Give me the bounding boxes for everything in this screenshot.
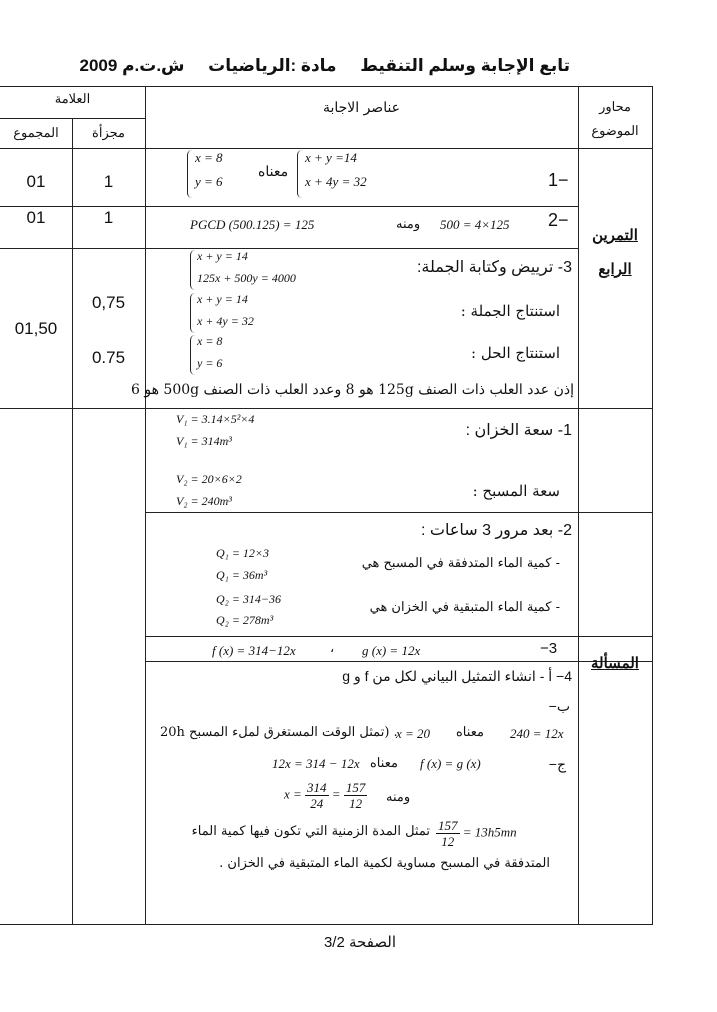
- p4-b-x: x = 20: [396, 726, 431, 741]
- mark-q1-total: 01: [26, 172, 46, 191]
- q2-equation: 500 = 4×125: [440, 217, 510, 232]
- q1-system-line1: x + y =14: [305, 150, 357, 165]
- p4-c-text2: المتدفقة في المسبح مساوية لكمية الماء المتبقية في الخزان .: [219, 856, 550, 871]
- p2-rest-label: - كمية الماء المتبقية في الخزان هي: [369, 600, 560, 615]
- p4-c-equation2: 12x = 314 − 12x: [272, 756, 360, 771]
- q3-conclusion: إذن عدد العلب ذات الصنف 125g هو 8 وعدد العلب ذات الصنف 500g هو 6: [130, 382, 574, 398]
- fraction-157-12: $\frac{157}{12}$: [345, 780, 366, 811]
- page-number: الصفحة 3/2: [323, 934, 397, 951]
- q1-solution-x: x = 8: [195, 150, 223, 165]
- partial-header: مجزأة: [92, 126, 125, 141]
- q3-system1-line1: x + y = 14: [197, 249, 248, 263]
- answer-elements-header: عناصر الاجابة: [322, 100, 401, 116]
- q2-and: ومنه: [396, 217, 421, 232]
- q3-deduce-system: استنتاج الجملة :: [460, 302, 560, 320]
- header-exam: ش.ت.م 2009: [79, 56, 185, 75]
- q2-pgcd: PGCD (500.125) = 125: [190, 217, 315, 232]
- p4-c-text1: تمثل المدة الزمنية التي تكون فيها كمية الماء: [191, 824, 430, 839]
- q3-system1-line2: 125x + 500y = 4000: [197, 271, 296, 285]
- p3-separator: ،: [330, 641, 335, 656]
- q3-system2-line1: x + y = 14: [197, 292, 248, 306]
- exercise-label-line2: الرابع: [598, 260, 632, 278]
- p1-pool-volume: V₂ = 240m³: [176, 494, 232, 508]
- q1-number: 1−: [548, 170, 569, 190]
- p1-tank-volume-calc: V₁ = 3.14×5²×4: [176, 412, 255, 426]
- fraction-314-24: $\frac{314}{24}$: [307, 780, 327, 811]
- q3-label: 3- ترييض وكتابة الجملة:: [416, 259, 572, 276]
- q3-system2-line2: x + 4y = 32: [197, 314, 254, 328]
- p3-g-function: g (x) = 12x: [362, 643, 421, 658]
- p4-c-result: $\frac{157}{12}$ = 13h5mn: [438, 818, 517, 849]
- mark-q3-partial-b: 0.75: [91, 348, 126, 367]
- exercise-label-line1: التمرين: [592, 226, 638, 244]
- p2-label: 2- بعد مرور 3 ساعات :: [420, 522, 572, 539]
- p1-pool-label: سعة المسبح :: [472, 482, 560, 500]
- p4-b-equation: 240 = 12x: [510, 726, 564, 741]
- header-title: تابع الإجابة وسلم التنقيط: [360, 56, 570, 75]
- axes-header: محاور الموضوع: [591, 100, 639, 139]
- p3-f-function: f (x) = 314−12x: [212, 643, 296, 658]
- q1-meaning: معناه: [258, 164, 289, 180]
- q2-number: 2−: [548, 210, 569, 230]
- p4-a-label: 4− أ - انشاء التمثيل البياني لكل من f و g: [342, 668, 572, 684]
- p4-c-equation: f (x) = g (x): [420, 756, 481, 771]
- fraction-157-12-result: $\frac{157}{12}$: [438, 818, 458, 849]
- p3-number: −3: [540, 640, 558, 657]
- p1-label: 1- سعة الخزان :: [465, 422, 572, 439]
- grade-header: العلامة: [54, 92, 91, 107]
- p4-c-label: ج−: [548, 756, 566, 772]
- p4-b-label: ب−: [548, 698, 570, 714]
- q1-system-line2: x + 4y = 32: [305, 174, 367, 189]
- mark-q3-total: 01,50: [14, 319, 58, 338]
- p2-q1-calc: Q₁ = 12×3: [216, 546, 270, 560]
- p4-c-hence: ومنه: [386, 790, 411, 805]
- p4-c-x: x =: [284, 786, 302, 802]
- exercise-four-label: [584, 218, 646, 286]
- p4-c-fraction: x = $\frac{314}{24}$ = $\frac{157}{12}$: [284, 780, 366, 811]
- q1-solution-y: y = 6: [195, 174, 223, 189]
- p4-b-meaning: معناه: [456, 725, 484, 740]
- p4-c-meaning: معناه: [370, 756, 398, 771]
- page-header: [79, 56, 570, 76]
- q3-solution-x: x = 8: [197, 334, 223, 348]
- p2-q2-value: Q₂ = 278m³: [216, 613, 274, 627]
- mark-q2-partial: 1: [103, 208, 114, 227]
- mark-q3-partial-a: 0,75: [91, 293, 126, 312]
- p2-q1-value: Q₁ = 36m³: [216, 568, 268, 582]
- q3-solution-y: y = 6: [197, 356, 223, 370]
- problem-label: المسألة: [591, 654, 639, 672]
- p1-pool-volume-calc: V₂ = 20×6×2: [176, 472, 242, 486]
- total-header: المجموع: [13, 126, 59, 141]
- p4-b-interpretation: 20h تمثل الوقت المستغرق لملء المسبح) .: [160, 725, 398, 740]
- q3-deduce-solution: استنتاج الحل :: [471, 344, 560, 362]
- mark-q2-total: 01: [26, 208, 46, 227]
- header-subject: مادة :الرياضيات: [208, 56, 337, 75]
- p1-tank-volume: V₁ = 314m³: [176, 434, 232, 448]
- p2-q2-calc: Q₂ = 314−36: [216, 592, 282, 606]
- mark-q1-partial: 1: [103, 172, 114, 191]
- p2-flow-label: - كمية الماء المتدفقة في المسبح هي: [361, 556, 560, 571]
